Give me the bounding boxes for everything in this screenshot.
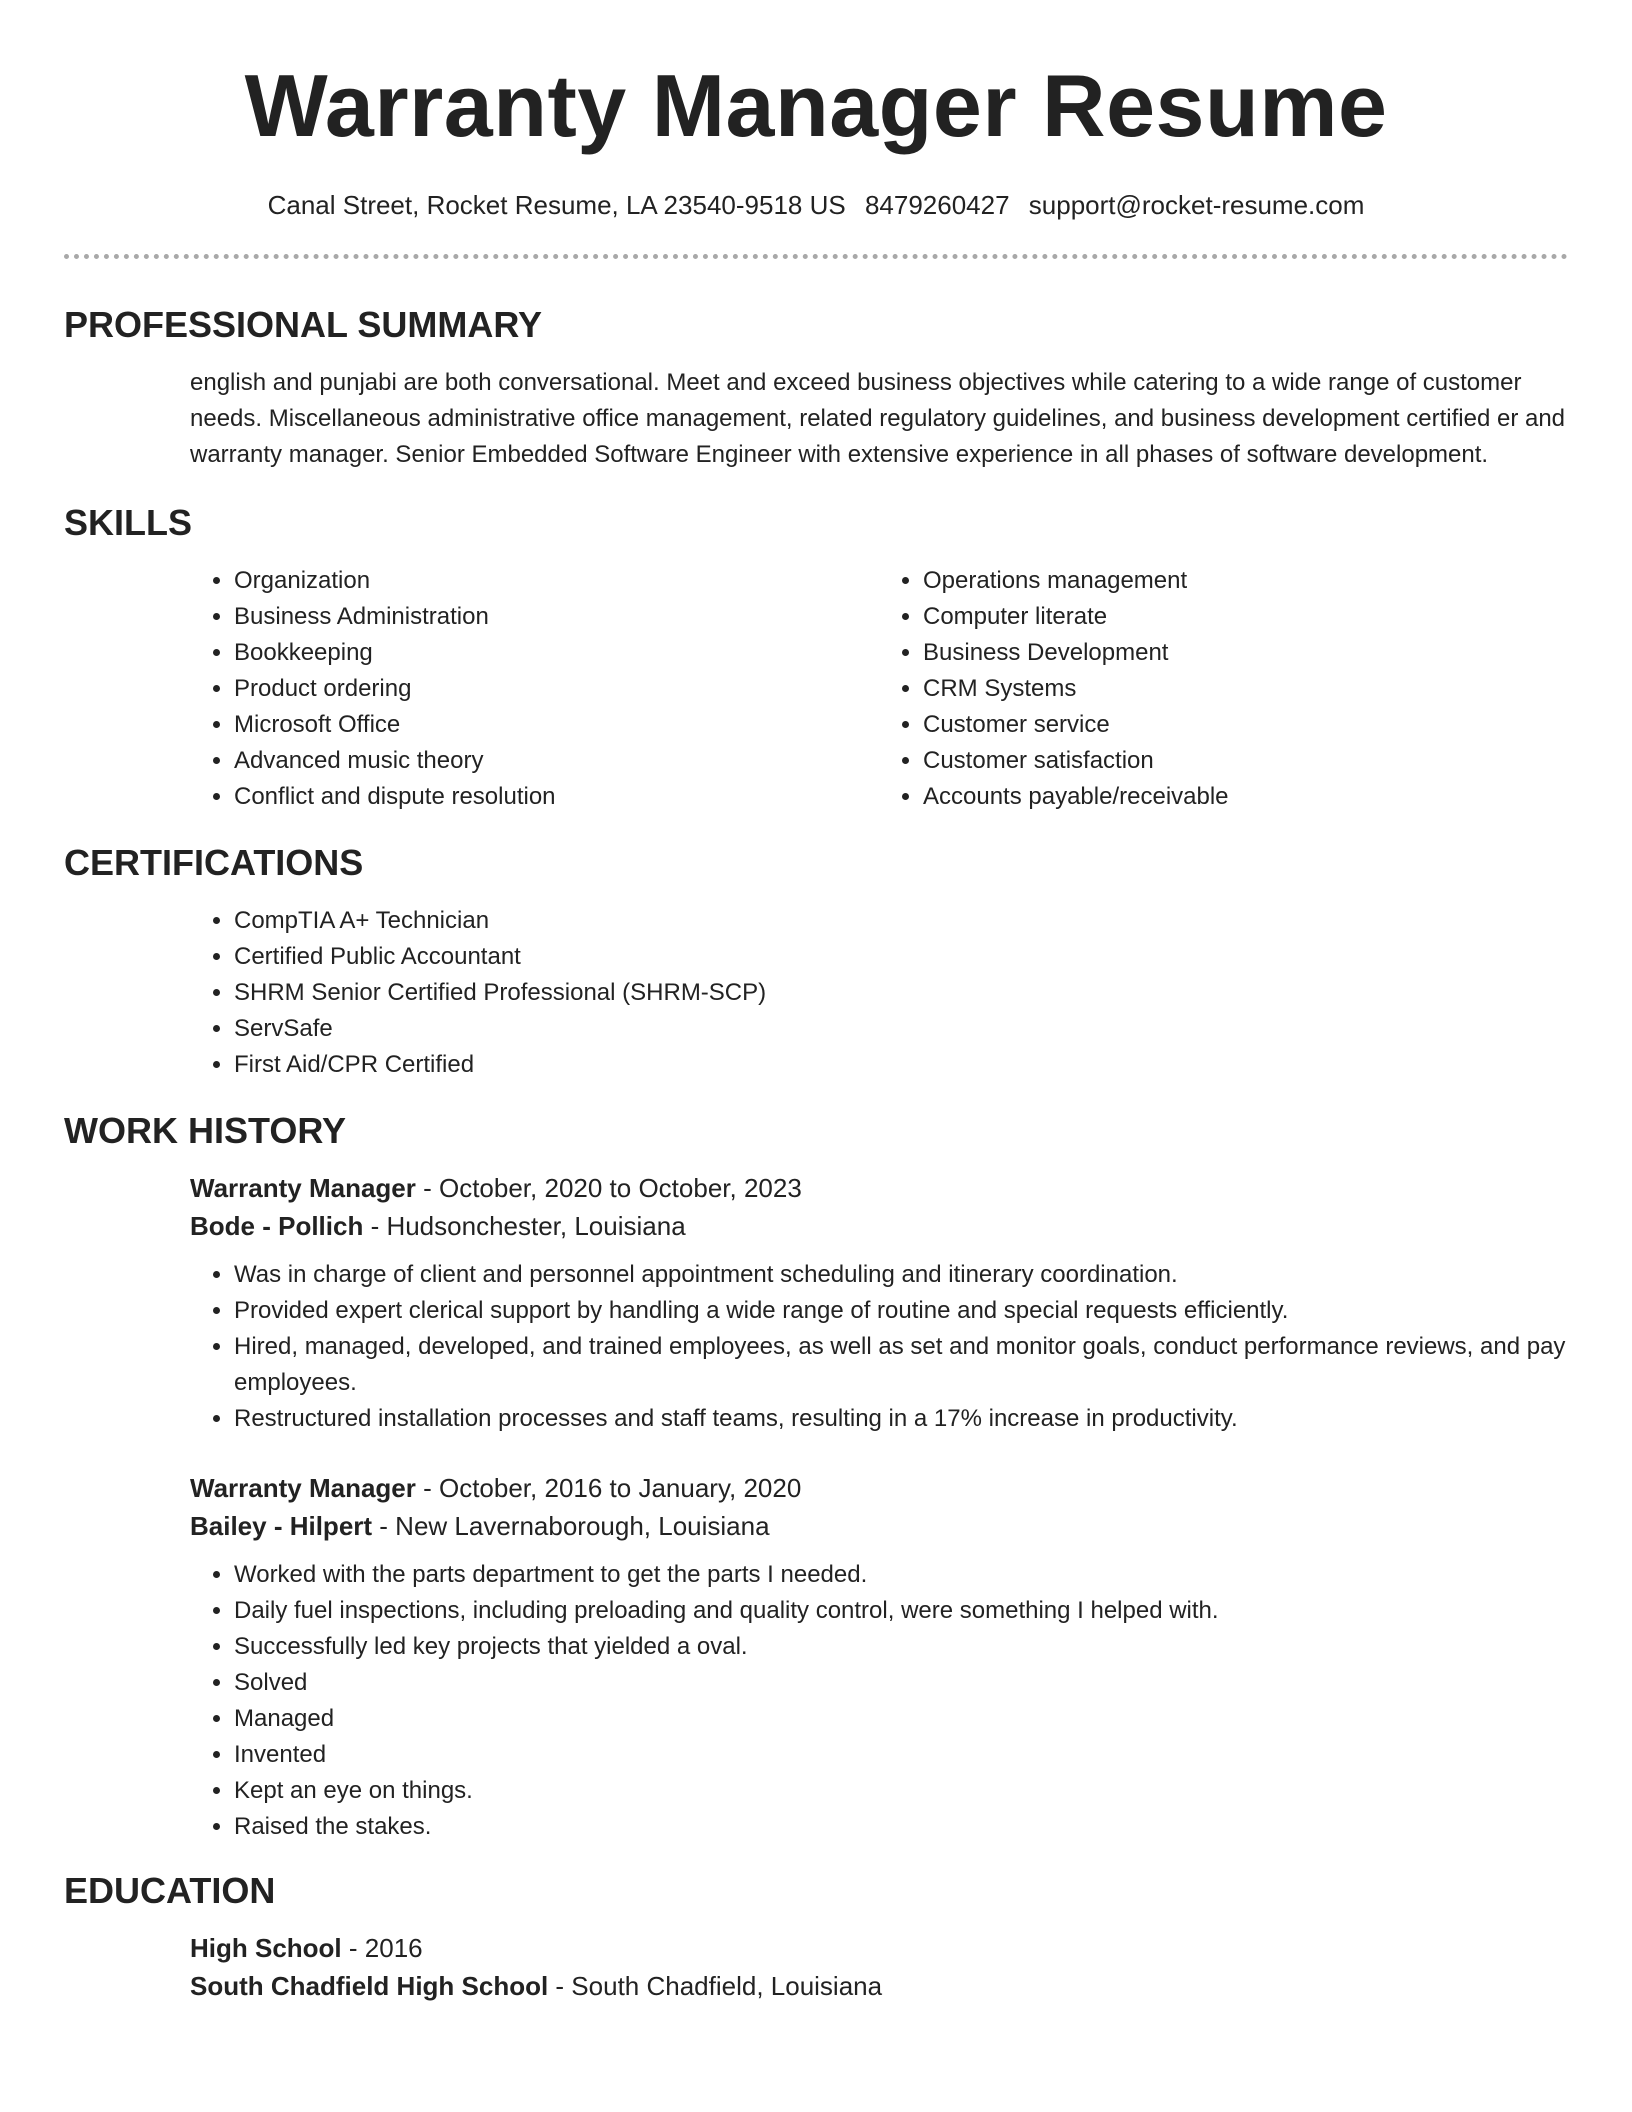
list-item: • Product ordering [234, 671, 879, 707]
summary-heading: PROFESSIONAL SUMMARY [64, 304, 543, 345]
job-entry [190, 1469, 1568, 1845]
list-item: • Business Development [923, 635, 1568, 671]
job-title-line [190, 1169, 1568, 1207]
education-year: - 2016 [341, 1933, 423, 1963]
list-item: • Organization [234, 563, 879, 599]
certifications-section [64, 841, 1568, 1083]
list-item: • Business Administration [234, 599, 879, 635]
certifications-heading: CERTIFICATIONS [64, 842, 364, 883]
list-item: • Operations management [923, 563, 1568, 599]
skills-section [64, 501, 1568, 815]
list-item: • Restructured installation processes and staff teams, resulting in a 17% increase in productivity. [234, 1401, 1568, 1437]
list-item: • Solved [234, 1665, 1568, 1701]
job-location: - New Lavernaborough, Louisiana [372, 1511, 770, 1541]
list-item: • Worked with the parts department to get the parts I needed. [234, 1557, 1568, 1593]
education-degree-line [190, 1929, 1568, 1967]
education-location: - South Chadfield, Louisiana [548, 1971, 883, 2001]
list-item: • Daily fuel inspections, including preloading and quality control, were something I helped with. [234, 1593, 1568, 1629]
list-item: • Conflict and dispute resolution [234, 779, 879, 815]
education-degree: High School [190, 1933, 342, 1963]
job-company-line [190, 1207, 1568, 1245]
work-history-section [64, 1109, 1568, 1845]
job-duties-list [190, 1257, 1568, 1437]
list-item: • Bookkeeping [234, 635, 879, 671]
list-item: • Successfully led key projects that yielded a oval. [234, 1629, 1568, 1665]
skills-list [64, 563, 1568, 815]
list-item: • Raised the stakes. [234, 1809, 1568, 1845]
job-role: Warranty Manager [190, 1473, 416, 1503]
list-item: • CompTIA A+ Technician [234, 903, 1568, 939]
work-history-body [64, 1169, 1568, 1845]
job-dates: - October, 2020 to October, 2023 [415, 1173, 802, 1203]
list-item: • First Aid/CPR Certified [234, 1047, 1568, 1083]
list-item: • Kept an eye on things. [234, 1773, 1568, 1809]
education-body [64, 1929, 1568, 2005]
job-duties-list [190, 1557, 1568, 1845]
job-company: Bode - Pollich [190, 1211, 364, 1241]
job-dates: - October, 2016 to January, 2020 [415, 1473, 802, 1503]
skills-column-right [879, 563, 1568, 815]
contact-email: support@rocket-resume.com [1028, 190, 1365, 220]
list-item: • Advanced music theory [234, 743, 879, 779]
list-item: • Computer literate [923, 599, 1568, 635]
header-divider [64, 254, 1568, 259]
resume-title: Warranty Manager Resume [244, 56, 1388, 155]
education-section [64, 1869, 1568, 2005]
work-history-heading: WORK HISTORY [64, 1110, 347, 1151]
skills-heading: SKILLS [64, 502, 193, 543]
list-item: • Invented [234, 1737, 1568, 1773]
certifications-body [64, 903, 1568, 1083]
education-school: South Chadfield High School [190, 1971, 549, 2001]
education-school-line [190, 1967, 1568, 2005]
list-item: • Was in charge of client and personnel appointment scheduling and itinerary coordination. [234, 1257, 1568, 1293]
job-title-line [190, 1469, 1568, 1507]
list-item: • Hired, managed, developed, and trained employees, as well as set and monitor goals, conduct performance reviews, and pay employees. [234, 1329, 1568, 1401]
list-item: • SHRM Senior Certified Professional (SHRM-SCP) [234, 975, 1568, 1011]
summary-body [64, 365, 1568, 473]
list-item: • Microsoft Office [234, 707, 879, 743]
job-company: Bailey - Hilpert [190, 1511, 373, 1541]
list-item: • Provided expert clerical support by handling a wide range of routine and special requests efficiently. [234, 1293, 1568, 1329]
list-item: • CRM Systems [923, 671, 1568, 707]
list-item: • Accounts payable/receivable [923, 779, 1568, 815]
summary-text: english and punjabi are both conversational. Meet and exceed business objectives while catering to a wide range of customer needs. Miscellaneous administrative office management, related regulatory guidelines, and business development certified er and warranty manager. Senior Embedded Software Engineer with extensive experience in all phases of software development. [190, 369, 1566, 468]
job-role: Warranty Manager [190, 1173, 416, 1203]
contact-address: Canal Street, Rocket Resume, LA 23540-9518 US [267, 190, 846, 220]
job-entry [190, 1169, 1568, 1437]
list-item: • Customer service [923, 707, 1568, 743]
certifications-list [190, 903, 1568, 1083]
skills-column-left [190, 563, 879, 815]
job-company-line [190, 1507, 1568, 1545]
list-item: • ServSafe [234, 1011, 1568, 1047]
job-location: - Hudsonchester, Louisiana [363, 1211, 686, 1241]
list-item: • Customer satisfaction [923, 743, 1568, 779]
contact-line [64, 188, 1568, 222]
list-item: • Certified Public Accountant [234, 939, 1568, 975]
education-heading: EDUCATION [64, 1870, 276, 1911]
summary-section [64, 303, 1568, 473]
contact-phone: 8479260427 [864, 190, 1010, 220]
list-item: • Managed [234, 1701, 1568, 1737]
